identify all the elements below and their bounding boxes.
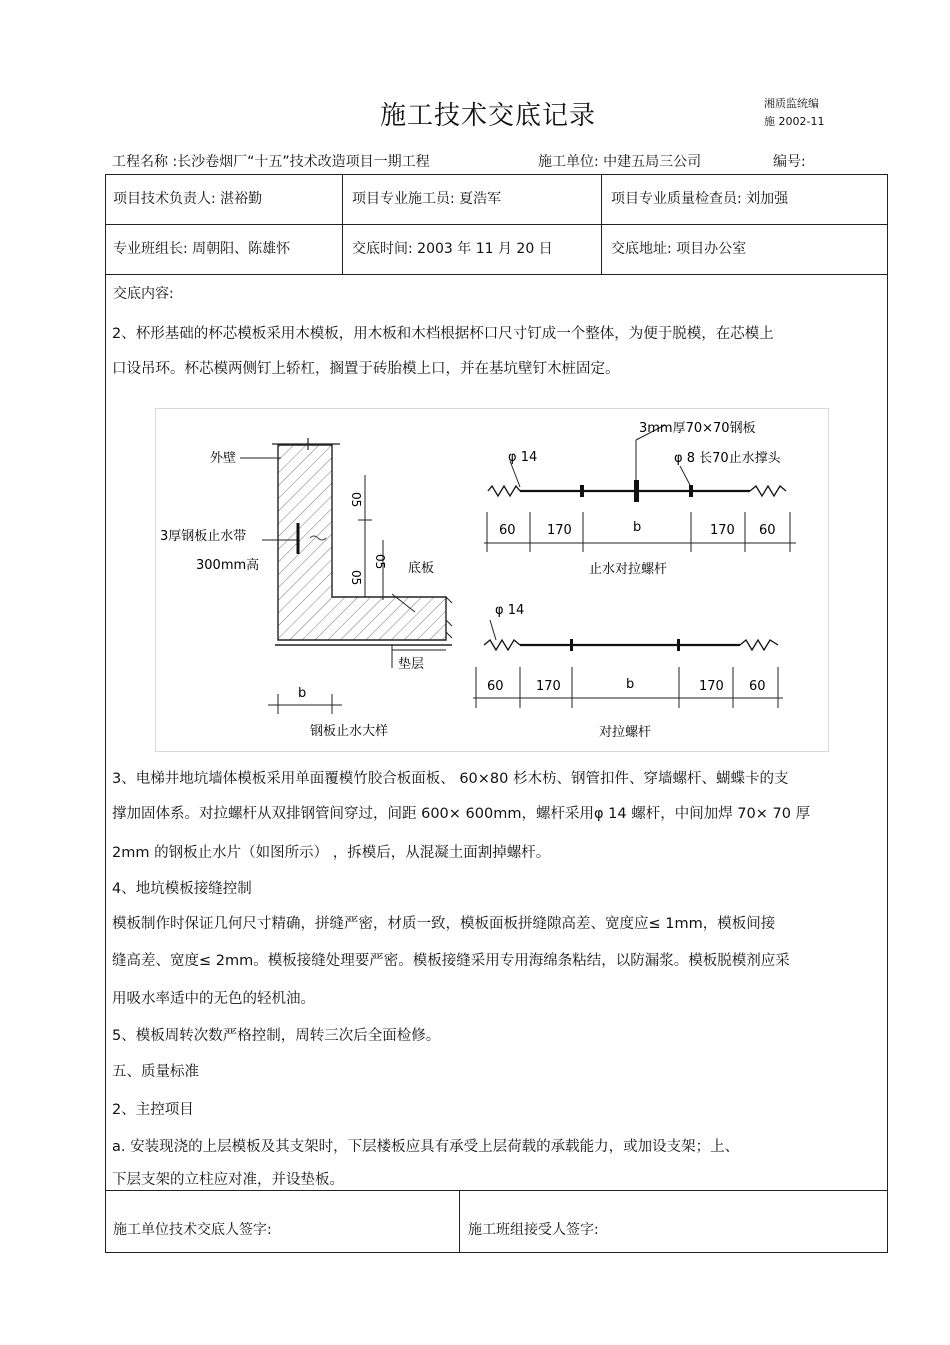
- dim-bottom-2: 170: [536, 679, 561, 694]
- dim-bottom-1: 60: [487, 679, 504, 694]
- dim-top-2: 170: [547, 523, 572, 538]
- outer-wall-label: 外壁: [210, 451, 237, 466]
- dim-top-label: 05: [349, 492, 363, 508]
- waterstop-label: 3厚钢板止水带: [160, 529, 247, 544]
- paragraph-3-line3: 2mm 的钢板止水片（如图所示） ，拆模后，从混凝土面割掉螺杆。: [112, 845, 551, 861]
- b-label-left: b: [298, 686, 307, 701]
- section-5-a-line2: 下层支架的立柱应对准，并设垫板。: [112, 1172, 344, 1188]
- plate-label: 3mm厚70×70钢板: [639, 421, 756, 436]
- phi14-label-top: φ 14: [508, 450, 538, 465]
- dim-bottom-5: 60: [749, 679, 766, 694]
- record-number: 编号:: [773, 154, 806, 170]
- phi14-label-bottom: φ 14: [495, 603, 525, 618]
- wall-section: [240, 438, 452, 645]
- slab-label: 底板: [408, 561, 435, 576]
- paragraph-4-title: 4、地坑模板接缝控制: [112, 881, 252, 897]
- construction-unit: 施工单位: 中建五局三公司: [538, 154, 702, 170]
- top-right-caption: 止水对拉螺杆: [589, 562, 668, 577]
- paragraph-2-line2: 口设吊环。杯芯模两侧钉上轿杠，搁置于砖胎模上口，并在基坑壁钉木桩固定。: [112, 361, 620, 377]
- dim-bottom-b-label: 05: [373, 554, 387, 570]
- team-leader-cell: 专业班组长: 周朝阳、陈雄怀: [113, 241, 291, 257]
- content-label: 交底内容:: [113, 286, 174, 302]
- signature-left-label: 施工单位技术交底人签字:: [113, 1222, 272, 1238]
- page-title: 施工技术交底记录: [380, 101, 597, 131]
- dim-top-5: 60: [759, 523, 776, 538]
- dim-bottom-3: b: [626, 677, 635, 692]
- construction-staff-cell: 项目专业施工员: 夏浩军: [352, 191, 502, 207]
- paragraph-3-line1: 3、电梯井地坑墙体模板采用单面覆模竹胶合板面板、 60×80 杉木枋、钢管扣件、穿墙螺杆、蝴蝶卡的支: [112, 771, 789, 787]
- tie-bolt: [473, 620, 783, 708]
- tech-lead-cell: 项目技术负责人: 湛裕勤: [113, 191, 263, 207]
- paragraph-4-line3: 用吸水率适中的无色的轻机油。: [112, 991, 315, 1007]
- dim-top-4: 170: [710, 523, 735, 538]
- height-label: 300mm高: [196, 558, 260, 573]
- paragraph-4-line1: 模板制作时保证几何尺寸精确，拼缝严密，材质一致，模板面板拼缝隙高差、宽度应≤ 1mm，模板间接: [112, 916, 776, 932]
- left-caption: 钢板止水大样: [310, 724, 389, 739]
- section-5-a-line1: a. 安装现浇的上层模板及其支架时，下层楼板应具有承受上层荷载的承载能力，或加设支架；上、: [112, 1139, 740, 1155]
- location-cell: 交底地址: 项目办公室: [611, 241, 747, 257]
- cushion-label: 垫层: [398, 657, 425, 672]
- date-cell: 交底时间: 2003 年 11 月 20 日: [352, 241, 553, 257]
- phi8-label: φ 8 长70止水撑头: [674, 451, 781, 466]
- project-name: 工程名称 :长沙卷烟厂“十五”技术改造项目一期工程: [112, 154, 430, 170]
- paragraph-4-line2: 缝高差、宽度≤ 2mm。模板接缝处理要严密。模板接缝采用专用海绵条粘结，以防漏浆。模板脱模剂应采: [112, 953, 790, 969]
- dim-bottom-4: 170: [699, 679, 724, 694]
- dim-top-3: b: [633, 520, 642, 535]
- paragraph-5: 5、模板周转次数严格控制，周转三次后全面检修。: [112, 1028, 441, 1044]
- paragraph-2-line1: 2、杯形基础的杯芯模板采用木模板，用木板和木档根据杯口尺寸钉成一个整体，为便于脱模，在芯模上: [112, 326, 774, 342]
- bottom-right-caption: 对拉螺杆: [599, 725, 652, 740]
- section-5-item-2: 2、主控项目: [112, 1102, 194, 1118]
- section-5-title: 五、质量标准: [112, 1064, 199, 1080]
- dim-bottom-a-label: 05: [349, 570, 363, 586]
- form-code-line2: 施 2002-11: [764, 115, 825, 128]
- form-code-line1: 湘质监统编: [764, 97, 819, 110]
- quality-inspector-cell: 项目专业质量检查员: 刘加强: [611, 191, 789, 207]
- signature-right-label: 施工班组接受人签字:: [468, 1222, 599, 1238]
- paragraph-3-line2: 撑加固体系。对拉螺杆从双排钢管间穿过，间距 600× 600mm，螺杆采用φ 14 螺杆，中间加焊 70× 70 厚: [112, 806, 811, 822]
- dim-top-1: 60: [499, 523, 516, 538]
